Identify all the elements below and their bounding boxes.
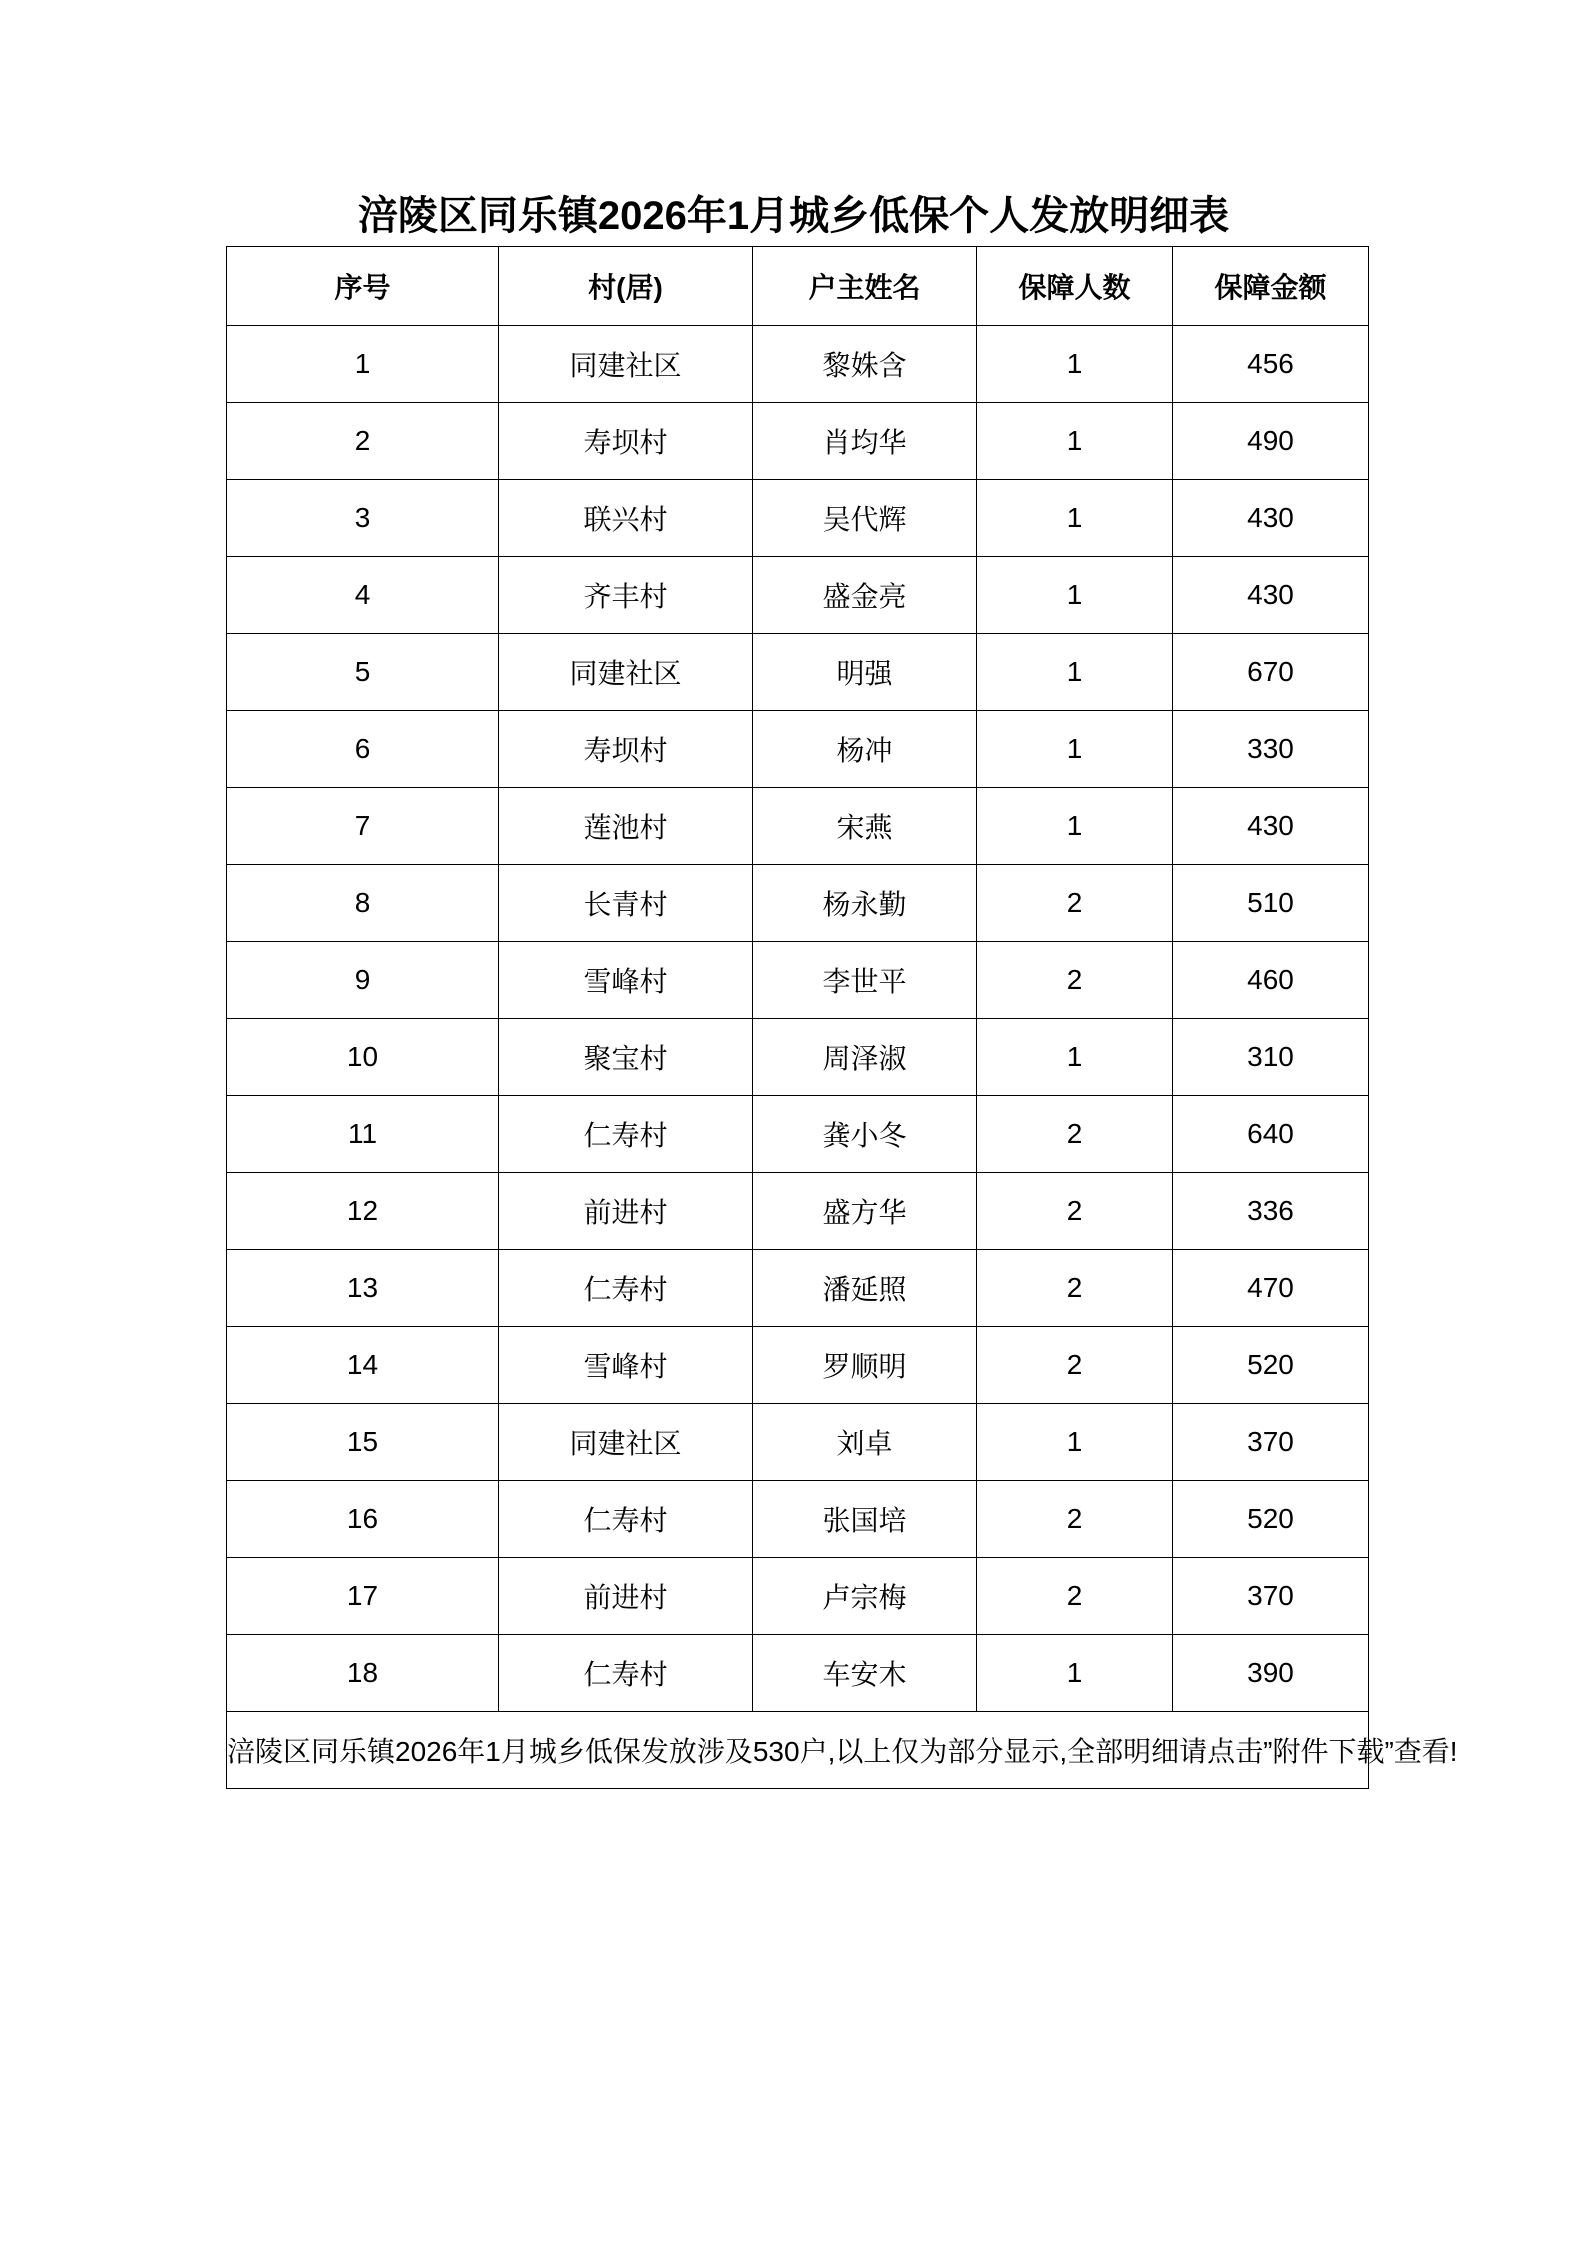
cell-amount: 430 [1173,480,1369,557]
cell-amount: 430 [1173,557,1369,634]
header-no: 序号 [227,247,499,326]
cell-householder: 龚小冬 [753,1096,977,1173]
cell-persons: 1 [977,634,1173,711]
cell-persons: 1 [977,557,1173,634]
header-amount: 保障金额 [1173,247,1369,326]
cell-amount: 470 [1173,1250,1369,1327]
table-body [227,326,1369,1712]
cell-amount: 520 [1173,1327,1369,1404]
cell-village: 前进村 [499,1173,753,1250]
cell-amount: 640 [1173,1096,1369,1173]
cell-amount: 490 [1173,403,1369,480]
cell-householder: 明强 [753,634,977,711]
table-footer-row [227,1712,1369,1789]
cell-village: 联兴村 [499,480,753,557]
table-row [227,1019,1369,1096]
cell-householder: 车安木 [753,1635,977,1712]
cell-village: 雪峰村 [499,1327,753,1404]
cell-householder: 吴代辉 [753,480,977,557]
table-row [227,1173,1369,1250]
cell-persons: 2 [977,942,1173,1019]
cell-no: 16 [227,1481,499,1558]
cell-no: 12 [227,1173,499,1250]
cell-no: 13 [227,1250,499,1327]
cell-no: 9 [227,942,499,1019]
cell-amount: 370 [1173,1558,1369,1635]
cell-no: 11 [227,1096,499,1173]
document-title: 涪陵区同乐镇2026年1月城乡低保个人发放明细表 [357,194,1230,238]
cell-persons: 2 [977,865,1173,942]
cell-amount: 390 [1173,1635,1369,1712]
cell-persons: 1 [977,480,1173,557]
cell-persons: 1 [977,326,1173,403]
cell-village: 寿坝村 [499,711,753,788]
cell-village: 寿坝村 [499,403,753,480]
cell-village: 莲池村 [499,788,753,865]
cell-no: 2 [227,403,499,480]
table-row [227,480,1369,557]
cell-householder: 李世平 [753,942,977,1019]
table-row [227,1558,1369,1635]
cell-village: 聚宝村 [499,1019,753,1096]
header-householder: 户主姓名 [753,247,977,326]
table-row [227,1250,1369,1327]
footer-note: 涪陵区同乐镇2026年1月城乡低保发放涉及530户,以上仅为部分显示,全部明细请点击”附件下载”查看! [227,1712,1369,1789]
table-row [227,942,1369,1019]
cell-amount: 510 [1173,865,1369,942]
cell-householder: 罗顺明 [753,1327,977,1404]
table-row [227,1327,1369,1404]
cell-village: 同建社区 [499,1404,753,1481]
cell-persons: 2 [977,1173,1173,1250]
table-row [227,1481,1369,1558]
table-row [227,1635,1369,1712]
cell-village: 同建社区 [499,326,753,403]
table-row [227,788,1369,865]
cell-no: 4 [227,557,499,634]
cell-village: 仁寿村 [499,1635,753,1712]
cell-householder: 肖均华 [753,403,977,480]
cell-persons: 2 [977,1250,1173,1327]
cell-householder: 张国培 [753,1481,977,1558]
cell-persons: 2 [977,1327,1173,1404]
table-row [227,1096,1369,1173]
cell-no: 10 [227,1019,499,1096]
cell-village: 仁寿村 [499,1481,753,1558]
cell-village: 雪峰村 [499,942,753,1019]
header-persons: 保障人数 [977,247,1173,326]
cell-no: 8 [227,865,499,942]
table-row [227,711,1369,788]
cell-village: 前进村 [499,1558,753,1635]
cell-no: 15 [227,1404,499,1481]
cell-amount: 330 [1173,711,1369,788]
cell-village: 齐丰村 [499,557,753,634]
cell-householder: 黎姝含 [753,326,977,403]
table-row [227,1404,1369,1481]
cell-amount: 670 [1173,634,1369,711]
table-row [227,403,1369,480]
cell-persons: 2 [977,1096,1173,1173]
cell-no: 14 [227,1327,499,1404]
cell-village: 长青村 [499,865,753,942]
cell-householder: 卢宗梅 [753,1558,977,1635]
cell-persons: 1 [977,1635,1173,1712]
cell-persons: 1 [977,403,1173,480]
table-row [227,634,1369,711]
cell-persons: 2 [977,1558,1173,1635]
cell-no: 6 [227,711,499,788]
header-village: 村(居) [499,247,753,326]
cell-village: 同建社区 [499,634,753,711]
cell-householder: 杨冲 [753,711,977,788]
cell-no: 17 [227,1558,499,1635]
cell-amount: 370 [1173,1404,1369,1481]
table-row [227,326,1369,403]
cell-householder: 周泽淑 [753,1019,977,1096]
cell-no: 18 [227,1635,499,1712]
cell-amount: 310 [1173,1019,1369,1096]
cell-householder: 盛金亮 [753,557,977,634]
cell-householder: 盛方华 [753,1173,977,1250]
cell-householder: 宋燕 [753,788,977,865]
cell-persons: 1 [977,1404,1173,1481]
cell-no: 1 [227,326,499,403]
table-header-row [227,247,1369,326]
cell-amount: 520 [1173,1481,1369,1558]
cell-amount: 430 [1173,788,1369,865]
cell-village: 仁寿村 [499,1096,753,1173]
cell-persons: 1 [977,788,1173,865]
cell-householder: 潘延照 [753,1250,977,1327]
table-row [227,557,1369,634]
cell-no: 5 [227,634,499,711]
cell-persons: 1 [977,1019,1173,1096]
cell-persons: 2 [977,1481,1173,1558]
cell-householder: 杨永勤 [753,865,977,942]
cell-amount: 336 [1173,1173,1369,1250]
benefit-table [226,246,1458,1789]
cell-persons: 1 [977,711,1173,788]
cell-householder: 刘卓 [753,1404,977,1481]
cell-village: 仁寿村 [499,1250,753,1327]
cell-amount: 456 [1173,326,1369,403]
table-row [227,865,1369,942]
cell-no: 3 [227,480,499,557]
cell-amount: 460 [1173,942,1369,1019]
cell-no: 7 [227,788,499,865]
